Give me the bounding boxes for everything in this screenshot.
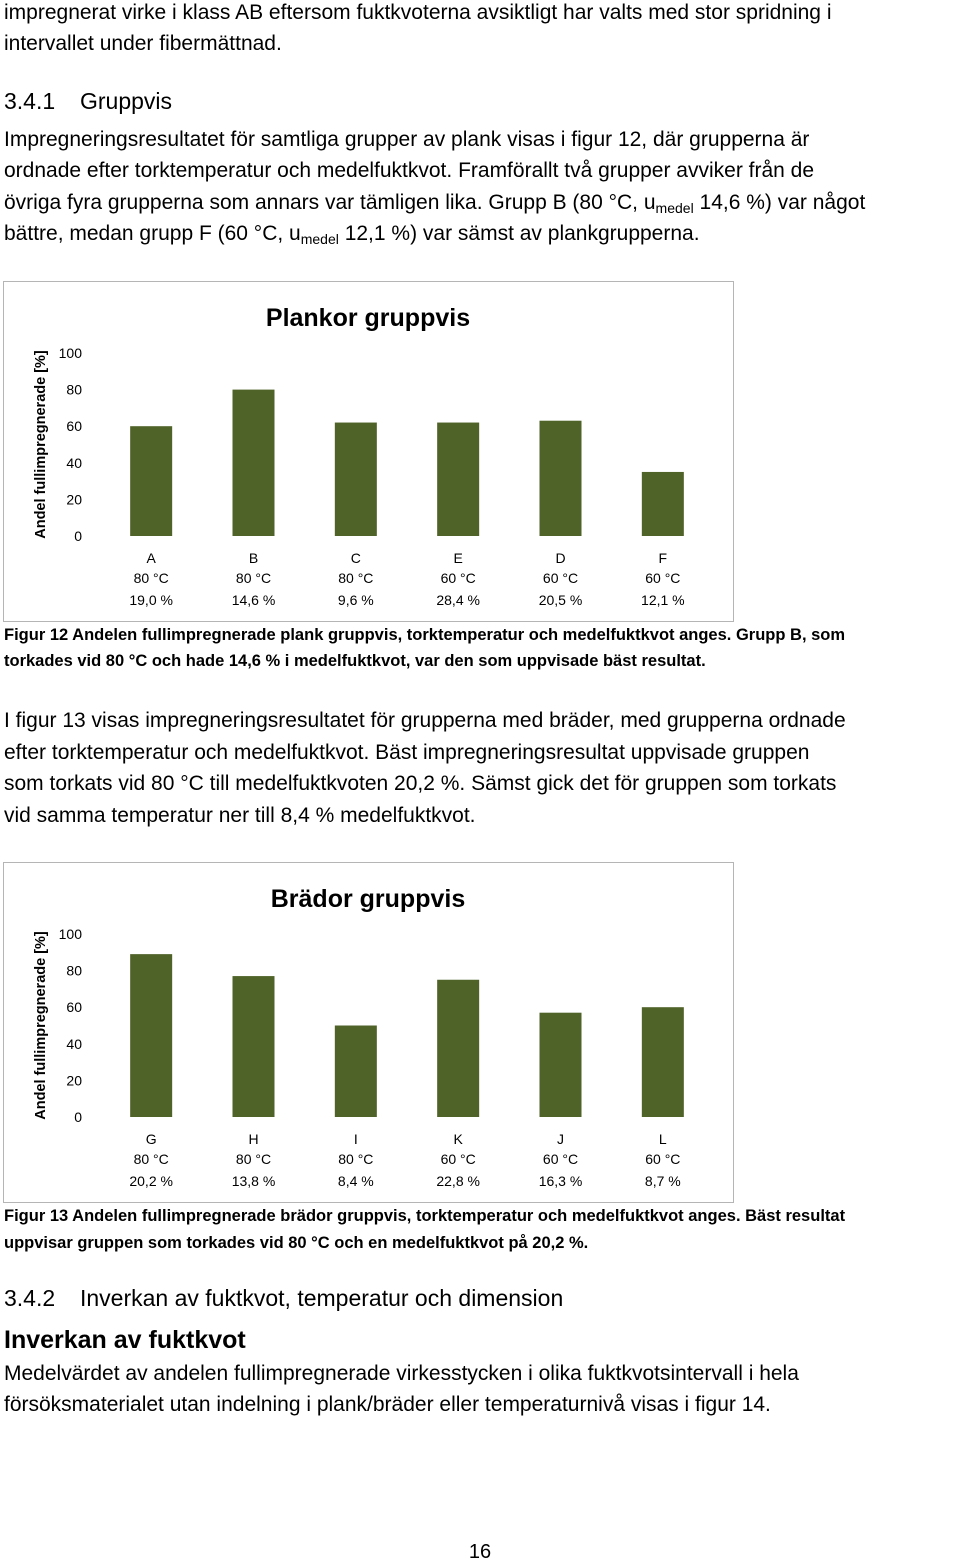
x-moisture-label: 8,7 % (644, 1173, 681, 1189)
bar-E (437, 423, 479, 536)
x-temperature-label: 60 °C (645, 570, 681, 586)
chart-title: Plankor gruppvis (265, 304, 471, 332)
x-moisture-label: 20,5 % (538, 592, 583, 608)
x-moisture-label: 12,1 % (641, 592, 685, 608)
x-moisture-label: 16,3 % (538, 1173, 583, 1189)
figure-13-chart (3, 862, 734, 1203)
x-temperature-label: 80 °C (338, 1151, 374, 1167)
figure-13-caption-line-2: uppvisar gruppen som torkades vid 80 °C och en medelfuktkvot på 20,2 %. (4, 1234, 589, 1252)
x-category-label: E (453, 550, 463, 566)
chart-brador-svg (4, 863, 733, 1202)
y-tick-label: 40 (66, 454, 82, 471)
x-temperature-label: 60 °C (440, 1151, 476, 1167)
bar-L (642, 1007, 684, 1117)
bar-J (540, 1013, 582, 1117)
y-tick-label: 60 (66, 418, 82, 435)
para2-line-4: vid samma temperatur ner till 8,4 % medelfuktkvot. (4, 804, 476, 827)
subscript-medel: medel (300, 231, 339, 247)
section-heading-3-4-2 (4, 1283, 563, 1313)
chart-plankor-svg (4, 282, 733, 621)
x-category-label: L (658, 1131, 667, 1147)
x-temperature-label: 80 °C (133, 570, 169, 586)
x-temperature-label: 80 °C (133, 1151, 169, 1167)
bar-I (335, 1026, 377, 1118)
bar-F (642, 472, 684, 536)
x-category-label: K (453, 1131, 463, 1147)
x-moisture-label: 22,8 % (436, 1173, 480, 1189)
x-category-label: J (557, 1131, 564, 1147)
bar-C (335, 423, 377, 536)
x-temperature-label: 80 °C (338, 570, 374, 586)
figure-12-caption-line-1: Figur 12 Andelen fullimpregnerade plank gruppvis, torktemperatur och medelfuktkvot anges. Grupp B, som (4, 626, 846, 644)
para2-line-3: som torkats vid 80 °C till medelfuktkvoten 20,2 %. Sämst gick det för gruppen som torkats (4, 772, 837, 795)
page-number: 16 (468, 1541, 492, 1563)
y-tick-label: 20 (66, 1072, 82, 1089)
x-moisture-label: 9,6 % (337, 592, 374, 608)
y-axis-label: Andel fullimpregnerade [%] (33, 931, 49, 1120)
section-title: Inverkan av fuktkvot, temperatur och dimension (80, 1285, 564, 1311)
para3-line-2: försöksmaterialet utan indelning i plank/bräder eller temperaturnivå visas i figur 14. (4, 1393, 771, 1416)
y-tick-label: 0 (74, 528, 82, 544)
y-tick-label: 20 (66, 491, 82, 508)
y-tick-label: 100 (58, 345, 82, 361)
x-category-label: F (658, 550, 668, 566)
section-number: 3.4.2 (4, 1285, 56, 1311)
para1-line-3-text: övriga fyra grupperna som annars var tämligen lika. Grupp B (80 °C, u (4, 191, 656, 214)
x-moisture-label: 8,4 % (337, 1173, 374, 1189)
y-axis-label: Andel fullimpregnerade [%] (33, 350, 49, 539)
x-category-label: G (145, 1131, 157, 1147)
intro-line-1: impregnerat virke i klass AB eftersom fuktkvoterna avsiktligt har valts med stor spridning i (4, 1, 832, 24)
para3-line-1: Medelvärdet av andelen fullimpregnerade virkesstycken i olika fuktkvotsintervall i hela (4, 1362, 799, 1385)
chart-title: Brädor gruppvis (270, 885, 466, 913)
intro-line-2: intervallet under fibermättnad. (4, 32, 282, 55)
section-heading-3-4-1 (4, 86, 172, 116)
para1-line-4-end: 12,1 %) var sämst av plankgrupperna. (338, 222, 700, 245)
subheading-inverkan-av-fuktkvot: Inverkan av fuktkvot (4, 1326, 246, 1354)
bar-D (540, 421, 582, 536)
figure-13-caption-line-1: Figur 13 Andelen fullimpregnerade brädor gruppvis, torktemperatur och medelfuktkvot anges. Bäst resultat (4, 1207, 846, 1225)
y-tick-label: 40 (66, 1035, 82, 1052)
bar-B (233, 390, 275, 536)
x-temperature-label: 80 °C (235, 570, 272, 586)
x-moisture-label: 28,4 % (436, 592, 480, 608)
para1-line-4 (4, 218, 959, 256)
x-temperature-label: 80 °C (235, 1151, 272, 1167)
x-moisture-label: 14,6 % (231, 592, 276, 608)
x-category-label: C (350, 550, 361, 566)
x-category-label: H (248, 1131, 259, 1147)
para2-line-1: I figur 13 visas impregneringsresultatet för grupperna med bräder, med grupperna ordnade (4, 709, 846, 732)
x-moisture-label: 13,8 % (231, 1173, 276, 1189)
y-tick-label: 80 (66, 962, 82, 979)
bar-A (130, 426, 172, 536)
x-temperature-label: 60 °C (542, 1151, 579, 1167)
bar-G (130, 954, 172, 1117)
para2-line-2: efter torktemperatur och medelfuktkvot. Bäst impregneringsresultat uppvisade gruppen (4, 741, 810, 764)
para1-line-3-end: 14,6 %) var något (693, 191, 866, 214)
para1-line-1: Impregneringsresultatet för samtliga grupper av plank visas i figur 12, där grupperna är (4, 128, 810, 151)
x-temperature-label: 60 °C (645, 1151, 681, 1167)
x-category-label: D (555, 550, 566, 566)
y-tick-label: 60 (66, 999, 82, 1016)
x-category-label: A (146, 550, 156, 566)
bar-H (233, 976, 275, 1117)
x-moisture-label: 20,2 % (129, 1173, 173, 1189)
x-temperature-label: 60 °C (440, 570, 476, 586)
y-tick-label: 80 (66, 381, 82, 398)
x-moisture-label: 19,0 % (129, 592, 173, 608)
x-category-label: I (353, 1131, 358, 1147)
para1-line-4-text: bättre, medan grupp F (60 °C, u (4, 222, 301, 245)
y-tick-label: 0 (74, 1109, 82, 1125)
figure-12-caption-line-2: torkades vid 80 °C och hade 14,6 % i medelfuktkvot, var den som uppvisade bäst resultat. (4, 652, 706, 670)
x-category-label: B (248, 550, 259, 566)
figure-12-chart (3, 281, 734, 622)
subscript-medel: medel (655, 200, 694, 216)
section-title: Gruppvis (80, 88, 173, 114)
para1-line-2: ordnade efter torktemperatur och medelfuktkvot. Framförallt två grupper avviker från de (4, 159, 815, 182)
section-number: 3.4.1 (4, 88, 56, 114)
y-tick-label: 100 (58, 926, 82, 942)
x-temperature-label: 60 °C (542, 570, 579, 586)
bar-K (437, 980, 479, 1117)
